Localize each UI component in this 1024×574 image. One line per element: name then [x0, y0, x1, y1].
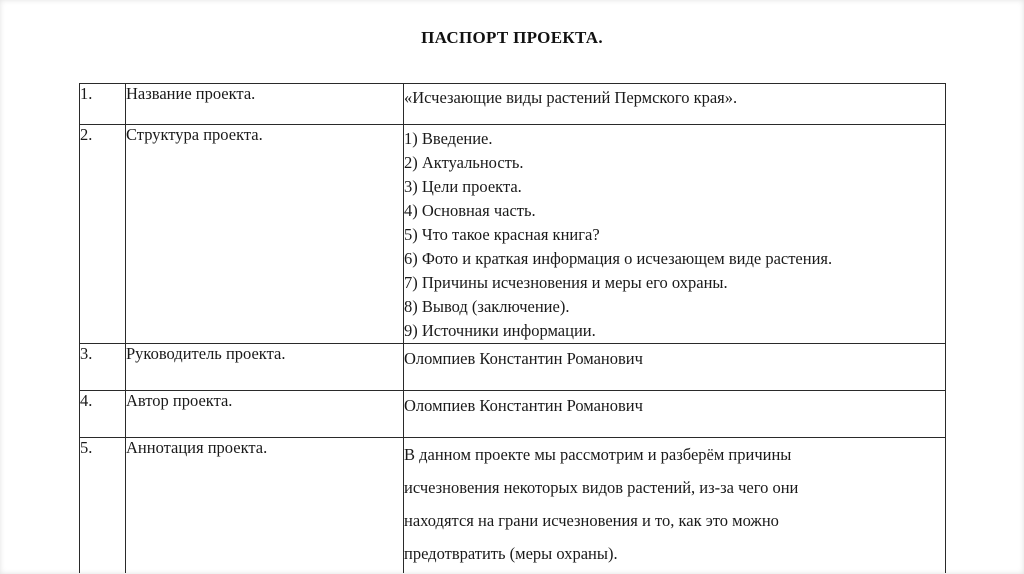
- row-number: 1.: [80, 84, 126, 125]
- row-number: 2.: [80, 125, 126, 344]
- row-label: Структура проекта.: [126, 125, 404, 344]
- row-label: Автор проекта.: [126, 391, 404, 438]
- project-structure-list: [404, 125, 946, 344]
- list-item: 8) Вывод (заключение).: [404, 297, 570, 316]
- row-number: 5.: [80, 438, 126, 574]
- list-item: 1) Введение.: [404, 129, 493, 148]
- row-label: Аннотация проекта.: [126, 438, 404, 574]
- document-title: ПАСПОРТ ПРОЕКТА.: [421, 28, 603, 47]
- annotation-line: предотвратить (меры охраны).: [404, 544, 618, 563]
- project-name-value: «Исчезающие виды растений Пермского края».: [404, 84, 946, 125]
- list-item: 9) Источники информации.: [404, 321, 596, 340]
- table-row: [80, 438, 946, 574]
- annotation-line: находятся на грани исчезновения и то, как это можно: [404, 511, 779, 530]
- list-item: 5) Что такое красная книга?: [404, 225, 600, 244]
- row-number: 3.: [80, 344, 126, 391]
- list-item: 4) Основная часть.: [404, 201, 536, 220]
- list-item: 6) Фото и краткая информация о исчезающем виде растения.: [404, 249, 833, 268]
- list-item: 2) Актуальность.: [404, 153, 524, 172]
- table-row: [80, 125, 946, 344]
- annotation-line: исчезновения некоторых видов растений, из-за чего они: [404, 478, 799, 497]
- row-label: Руководитель проекта.: [126, 344, 404, 391]
- annotation-line: В данном проекте мы рассмотрим и разберём причины: [404, 445, 792, 464]
- row-label: Название проекта.: [126, 84, 404, 125]
- table-row: [80, 391, 946, 438]
- project-supervisor-value: Оломпиев Константин Романович: [404, 344, 946, 391]
- list-item: 7) Причины исчезновения и меры его охраны.: [404, 273, 728, 292]
- project-annotation-text: [404, 438, 946, 574]
- project-author-value: Оломпиев Константин Романович: [404, 391, 946, 438]
- project-passport-table: [79, 83, 946, 573]
- row-number: 4.: [80, 391, 126, 438]
- table-row: [80, 344, 946, 391]
- table-row: [80, 84, 946, 125]
- list-item: 3) Цели проекта.: [404, 177, 522, 196]
